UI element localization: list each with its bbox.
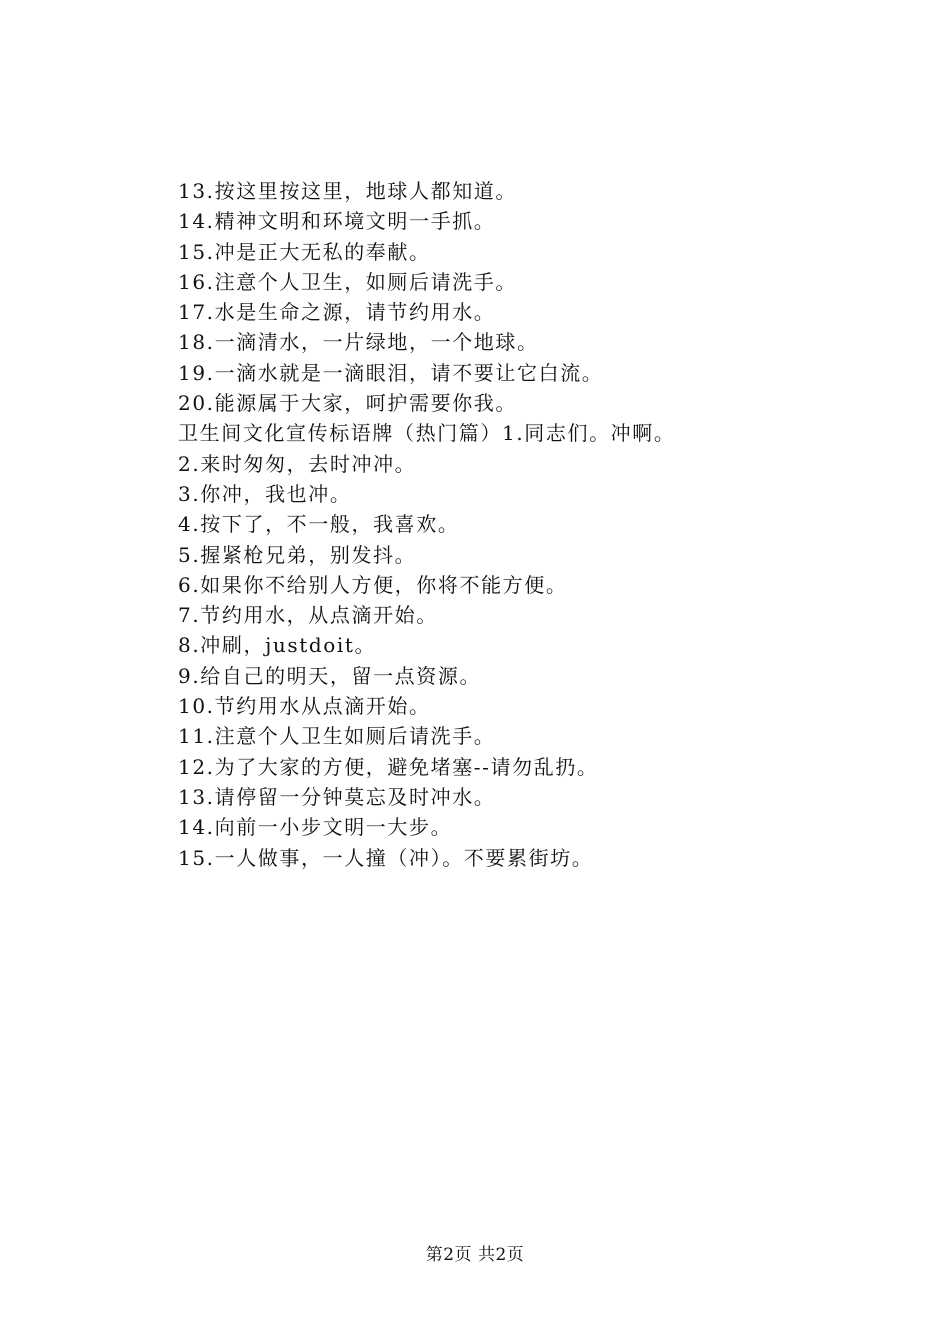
text-line: 13.按这里按这里，地球人都知道。	[178, 179, 518, 203]
text-line: 16.注意个人卫生，如厕后请洗手。	[178, 269, 518, 294]
text-line: 3.你冲，我也冲。	[178, 481, 352, 506]
text-line: 13.请停留一分钟莫忘及时冲水。	[178, 784, 496, 809]
text-line: 4.按下了，不一般，我喜欢。	[178, 512, 460, 537]
document-body	[178, 176, 898, 873]
text-line: 2.来时匆匆，去时冲冲。	[178, 451, 417, 476]
section-heading-line: 卫生间文化宣传标语牌（热门篇）1.同志们。冲啊。	[178, 421, 676, 446]
text-line: 10.节约用水从点滴开始。	[178, 694, 431, 719]
text-line: 8.冲刷，justdoit。	[178, 633, 377, 658]
text-line: 6.如果你不给别人方便，你将不能方便。	[178, 572, 568, 597]
text-line: 15.冲是正大无私的奉献。	[178, 239, 431, 264]
text-line: 19.一滴水就是一滴眼泪，请不要让它白流。	[178, 360, 604, 385]
text-line: 20.能源属于大家，呵护需要你我。	[178, 391, 518, 416]
text-line: 5.握紧枪兄弟，别发抖。	[178, 542, 417, 567]
text-line: 14.精神文明和环境文明一手抓。	[178, 209, 496, 234]
text-line: 11.注意个人卫生如厕后请洗手。	[178, 724, 496, 749]
text-line: 17.水是生命之源，请节约用水。	[178, 300, 496, 325]
text-line: 7.节约用水，从点滴开始。	[178, 603, 438, 628]
text-line: 14.向前一小步文明一大步。	[178, 815, 453, 840]
text-line: 18.一滴清水，一片绿地，一个地球。	[178, 330, 539, 355]
page-number-footer: 第2页 共2页	[425, 1245, 525, 1265]
text-line: 9.给自己的明天，留一点资源。	[178, 663, 482, 688]
text-line: 15.一人做事，一人撞（冲）。不要累街坊。	[178, 845, 594, 870]
text-line: 12.为了大家的方便，避免堵塞--请勿乱扔。	[178, 754, 599, 779]
